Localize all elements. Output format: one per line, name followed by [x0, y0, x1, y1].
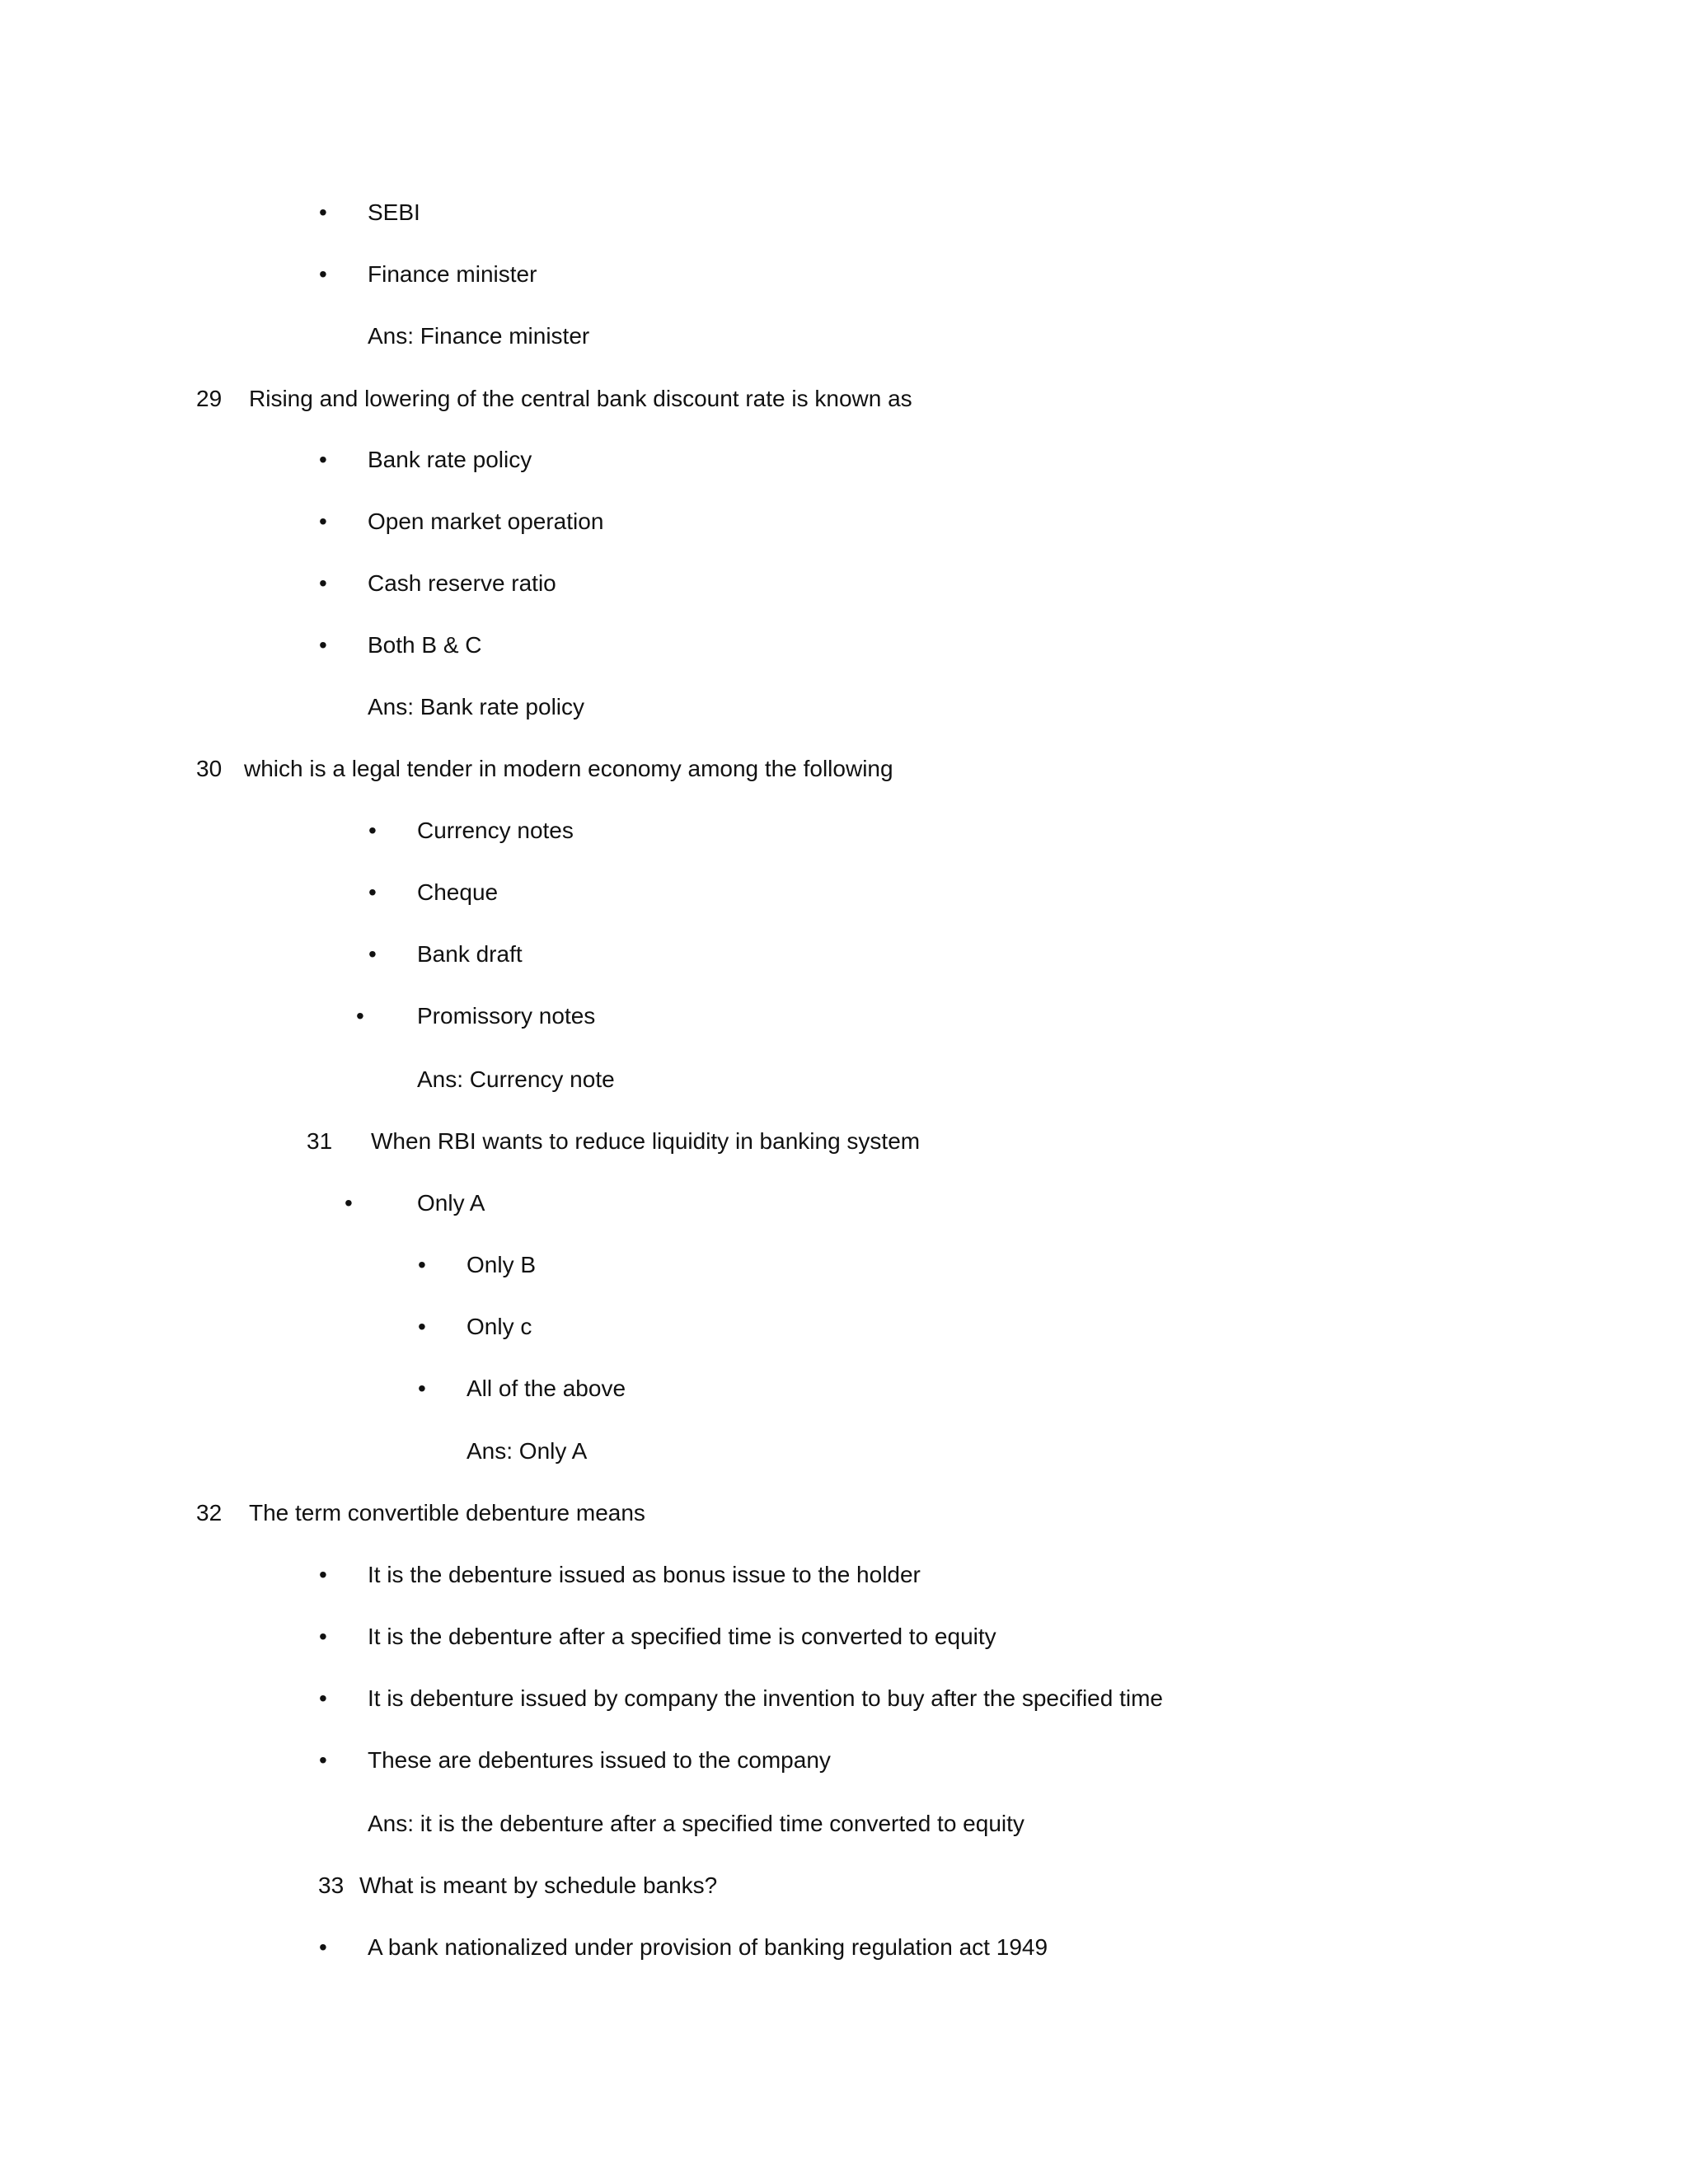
answer-text: Ans: Bank rate policy	[368, 694, 585, 719]
bullet	[319, 508, 327, 536]
question-number: 29	[196, 386, 223, 411]
answer-text: Ans: it is the debenture after a specified time converted to equity	[368, 1811, 1025, 1836]
bullet	[418, 1375, 426, 1403]
bullet	[319, 260, 327, 288]
question-text: The term convertible debenture means	[249, 1500, 645, 1526]
bullet	[356, 1002, 364, 1030]
option-text: It is debenture issued by company the invention to buy after the specified time	[368, 1685, 1164, 1711]
option-text: Bank rate policy	[368, 447, 532, 472]
question-text: What is meant by schedule banks?	[359, 1872, 718, 1898]
bullet	[319, 1561, 327, 1589]
question-text: which is a legal tender in modern economy among the following	[244, 756, 893, 781]
question-text: When RBI wants to reduce liquidity in banking system	[371, 1128, 921, 1154]
bullet	[319, 569, 327, 598]
bullet	[418, 1313, 426, 1341]
answer-text: Ans: Finance minister	[368, 323, 590, 349]
option-text: Finance minister	[368, 261, 537, 287]
question-text: Rising and lowering of the central bank discount rate is known as	[249, 386, 912, 411]
bullet	[319, 1933, 327, 1961]
question-number: 32	[196, 1500, 223, 1526]
option-text: SEBI	[368, 199, 420, 225]
option-text: All of the above	[467, 1376, 626, 1401]
option-text: Only B	[467, 1252, 537, 1277]
bullet	[345, 1189, 353, 1217]
bullet	[319, 1746, 327, 1774]
option-text: Currency notes	[417, 818, 574, 843]
option-text: Only A	[417, 1190, 485, 1216]
option-text: A bank nationalized under provision of banking regulation act 1949	[368, 1934, 1048, 1960]
bullet	[319, 631, 327, 659]
question-number: 30	[196, 756, 223, 781]
option-text: Both B & C	[368, 632, 482, 658]
answer-text: Ans: Only A	[467, 1438, 588, 1464]
bullet	[319, 1623, 327, 1651]
option-text: It is the debenture issued as bonus issue to the holder	[368, 1562, 921, 1587]
bullet	[368, 879, 377, 907]
option-text: Cash reserve ratio	[368, 570, 556, 596]
bullet	[418, 1251, 426, 1279]
option-text: Cheque	[417, 879, 499, 905]
option-text: These are debentures issued to the company	[368, 1747, 831, 1773]
option-text: Only c	[467, 1314, 532, 1339]
answer-text: Ans: Currency note	[417, 1066, 615, 1092]
bullet	[368, 817, 377, 845]
bullet	[319, 199, 327, 227]
option-text: Open market operation	[368, 509, 604, 534]
question-number: 31	[307, 1128, 333, 1154]
option-text: It is the debenture after a specified time is converted to equity	[368, 1624, 996, 1649]
bullet	[319, 1685, 327, 1713]
option-text: Bank draft	[417, 941, 523, 967]
bullet	[368, 940, 377, 968]
bullet	[319, 446, 327, 474]
option-text: Promissory notes	[417, 1003, 596, 1029]
question-number: 33	[318, 1872, 345, 1898]
